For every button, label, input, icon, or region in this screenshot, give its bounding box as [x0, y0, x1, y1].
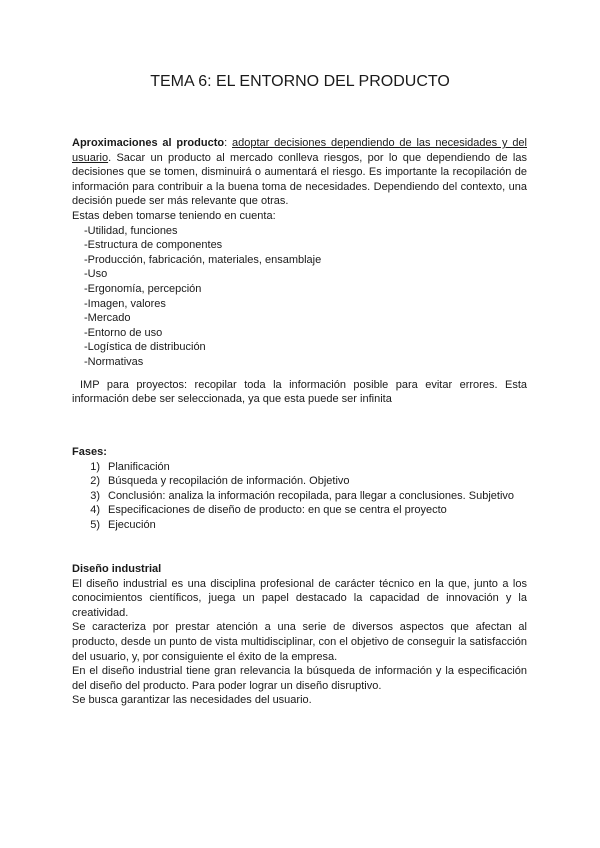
list-text: Especificaciones de diseño de producto: en que se centra el proyecto	[108, 504, 447, 517]
list-item	[72, 474, 527, 489]
diseno-paragraph: Se busca garantizar las necesidades del usuario.	[72, 694, 312, 707]
diseno-heading: Diseño industrial	[72, 563, 162, 575]
list-item	[72, 460, 527, 475]
list-item	[72, 503, 527, 518]
fases-list	[72, 460, 527, 533]
list-item: -Estructura de componentes	[84, 239, 223, 252]
aproximaciones-rest: . Sacar un producto al mercado conlleva riesgos, por lo que dependiendo de las decisiones que se tomen, disminuirá o aumentará el riesgo. Es importante la recopilación de información para contribuir a la buena toma de necesidades. Dependiendo del contexto, una decisión puede ser más relevante que otras.	[72, 151, 527, 208]
aproximaciones-colon: :	[224, 137, 232, 149]
list-number: 4)	[90, 504, 100, 517]
list-text: Ejecución	[108, 518, 156, 531]
list-item	[72, 489, 527, 504]
list-text: Planificación	[108, 460, 170, 473]
imp-note: IMP para proyectos: recopilar toda la información posible para evitar errores. Esta información debe ser seleccionada, ya que esta puede ser infinita	[72, 378, 527, 406]
page-title: TEMA 6: EL ENTORNO DEL PRODUCTO	[150, 73, 450, 90]
list-item: -Uso	[84, 268, 108, 281]
fases-heading: Fases:	[72, 446, 107, 458]
aproximaciones-section	[72, 136, 527, 407]
aproximaciones-paragraph	[72, 136, 527, 209]
diseno-section	[72, 562, 527, 708]
list-item: -Ergonomía, percepción	[84, 282, 202, 295]
diseno-paragraph: En el diseño industrial tiene gran relevancia la búsqueda de información y la especificación del diseño del producto. Para poder lograr un diseño disruptivo.	[72, 665, 527, 692]
list-item: -Logística de distribución	[84, 341, 206, 354]
list-text: Búsqueda y recopilación de información. Objetivo	[108, 475, 350, 488]
list-item: -Mercado	[84, 312, 131, 325]
list-item: -Producción, fabricación, materiales, ensamblaje	[84, 253, 322, 266]
aproximaciones-list	[72, 224, 527, 370]
list-text: Conclusión: analiza la información recopilada, para llegar a conclusiones. Subjetivo	[108, 489, 515, 502]
list-item	[72, 518, 527, 533]
aproximaciones-underlined: adoptar decisiones dependiendo de las necesidades y del usuario	[72, 137, 527, 164]
list-number: 1)	[90, 460, 100, 473]
list-item: -Utilidad, funciones	[84, 224, 178, 237]
diseno-paragraph: El diseño industrial es una disciplina profesional de carácter técnico en la que, junto a los conocimientos científicos, juega un papel destacado la capacidad de innovación y la creatividad.	[72, 577, 527, 619]
list-item: -Normativas	[84, 355, 144, 368]
diseno-paragraph: Se caracteriza por prestar atención a una serie de diversos aspectos que afectan al producto, desde un punto de vista multidisciplinar, con el objetivo de conseguir la satisfacción del usuario, y, por consiguiente el éxito de la empresa.	[72, 621, 527, 663]
list-number: 5)	[90, 518, 100, 531]
fases-section	[72, 445, 527, 533]
list-item: -Imagen, valores	[84, 297, 166, 310]
list-number: 2)	[90, 475, 100, 488]
list-number: 3)	[90, 489, 100, 502]
aproximaciones-heading: Aproximaciones al producto	[72, 137, 225, 149]
aproximaciones-intro: Estas deben tomarse teniendo en cuenta:	[72, 209, 276, 222]
list-item: -Entorno de uso	[84, 326, 163, 339]
